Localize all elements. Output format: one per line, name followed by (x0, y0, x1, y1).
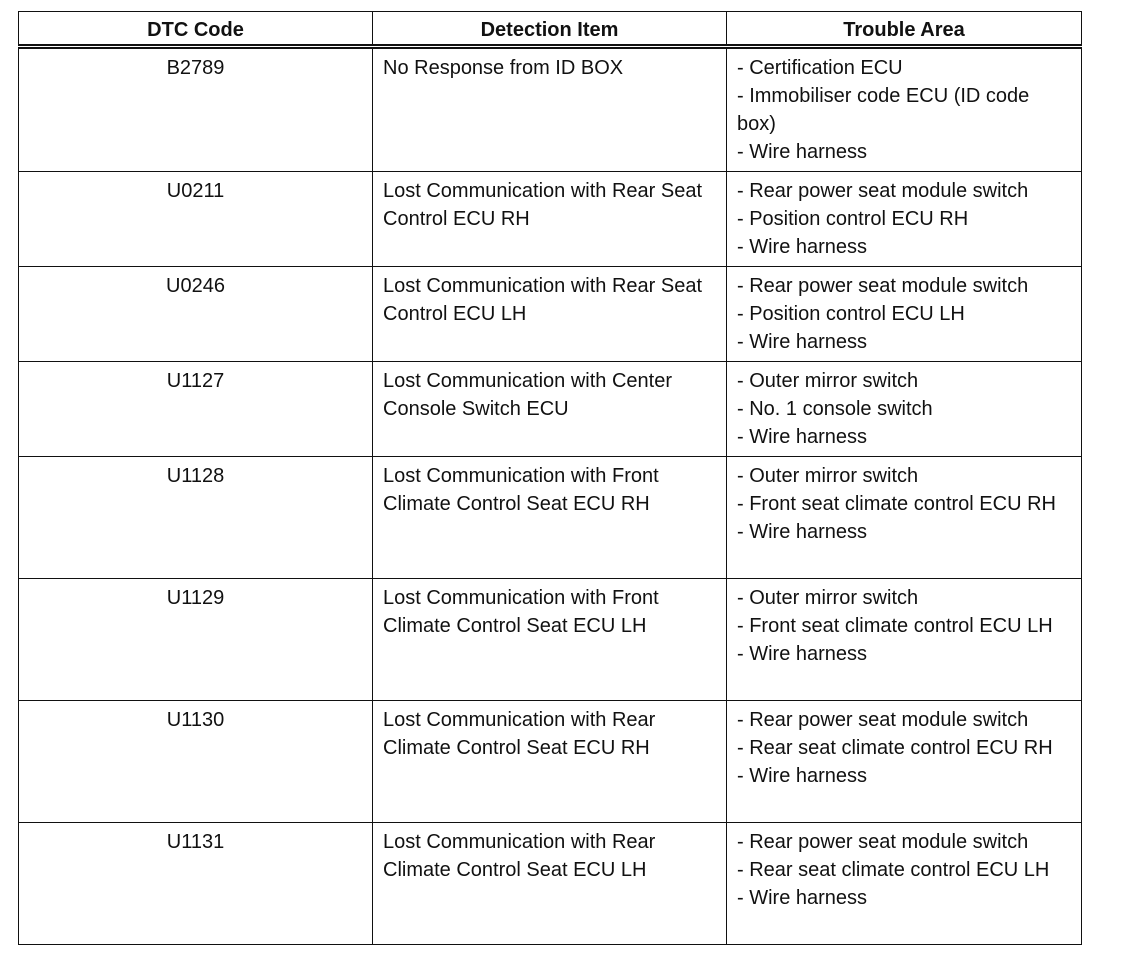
table-row (19, 701, 1082, 823)
table-row (19, 579, 1082, 701)
trouble-area-cell (727, 172, 1082, 267)
trouble-area-line: - Front seat climate control ECU RH (737, 493, 1056, 515)
trouble-area-line: - Wire harness (737, 887, 868, 909)
table-row (19, 362, 1082, 457)
trouble-area-line: - Wire harness (737, 331, 868, 353)
trouble-area-line: - Wire harness (737, 141, 868, 163)
dtc-code-cell: U1129 (19, 579, 373, 701)
dtc-code-cell: U1131 (19, 823, 373, 945)
table-row (19, 172, 1082, 267)
dtc-code-cell: U1130 (19, 701, 373, 823)
detection-item-cell: Lost Communication with Rear Climate Control Seat ECU RH (373, 701, 727, 823)
header-row (19, 12, 1082, 47)
table-row (19, 47, 1082, 172)
detection-item-cell: Lost Communication with Front Climate Control Seat ECU RH (373, 457, 727, 579)
table-header (19, 12, 1082, 47)
trouble-area-line: - Rear power seat module switch (737, 831, 1029, 853)
dtc-code-cell: U1127 (19, 362, 373, 457)
trouble-area-line: - Front seat climate control ECU LH (737, 615, 1053, 637)
trouble-area-line: - Rear power seat module switch (737, 275, 1029, 297)
table-row (19, 457, 1082, 579)
trouble-area-line: - Rear seat climate control ECU LH (737, 859, 1050, 881)
trouble-area-line: - No. 1 console switch (737, 398, 933, 420)
detection-item-cell: Lost Communication with Rear Climate Control Seat ECU LH (373, 823, 727, 945)
trouble-area-line: - Wire harness (737, 426, 868, 448)
trouble-area-line: - Rear power seat module switch (737, 709, 1029, 731)
trouble-area-line: - Wire harness (737, 643, 868, 665)
trouble-area-cell (727, 47, 1082, 172)
trouble-area-cell (727, 457, 1082, 579)
dtc-code-cell: U1128 (19, 457, 373, 579)
trouble-area-line: - Position control ECU LH (737, 303, 965, 325)
trouble-area-line: - Immobiliser code ECU (ID code box) (737, 85, 1030, 135)
detection-item-cell: Lost Communication with Rear Seat Control ECU LH (373, 267, 727, 362)
trouble-area-line: - Position control ECU RH (737, 208, 969, 230)
detection-item-cell: Lost Communication with Front Climate Control Seat ECU LH (373, 579, 727, 701)
header-trouble-area: Trouble Area (727, 12, 1082, 47)
detection-item-cell: No Response from ID BOX (373, 47, 727, 172)
trouble-area-cell (727, 267, 1082, 362)
dtc-table (18, 11, 1082, 945)
trouble-area-line: - Outer mirror switch (737, 370, 919, 392)
trouble-area-line: - Wire harness (737, 521, 868, 543)
detection-item-cell: Lost Communication with Center Console Switch ECU (373, 362, 727, 457)
trouble-area-line: - Outer mirror switch (737, 587, 919, 609)
dtc-code-cell: B2789 (19, 47, 373, 172)
trouble-area-line: - Certification ECU (737, 57, 903, 79)
header-detection-item: Detection Item (373, 12, 727, 47)
trouble-area-cell (727, 579, 1082, 701)
trouble-area-line: - Outer mirror switch (737, 465, 919, 487)
table-row (19, 267, 1082, 362)
dtc-code-cell: U0246 (19, 267, 373, 362)
table-body (19, 47, 1082, 945)
header-dtc-code: DTC Code (19, 12, 373, 47)
table-row (19, 823, 1082, 945)
trouble-area-cell (727, 701, 1082, 823)
dtc-code-cell: U0211 (19, 172, 373, 267)
trouble-area-cell (727, 362, 1082, 457)
trouble-area-line: - Rear seat climate control ECU RH (737, 737, 1053, 759)
trouble-area-line: - Rear power seat module switch (737, 180, 1029, 202)
trouble-area-line: - Wire harness (737, 765, 868, 787)
trouble-area-line: - Wire harness (737, 236, 868, 258)
trouble-area-cell (727, 823, 1082, 945)
detection-item-cell: Lost Communication with Rear Seat Control ECU RH (373, 172, 727, 267)
